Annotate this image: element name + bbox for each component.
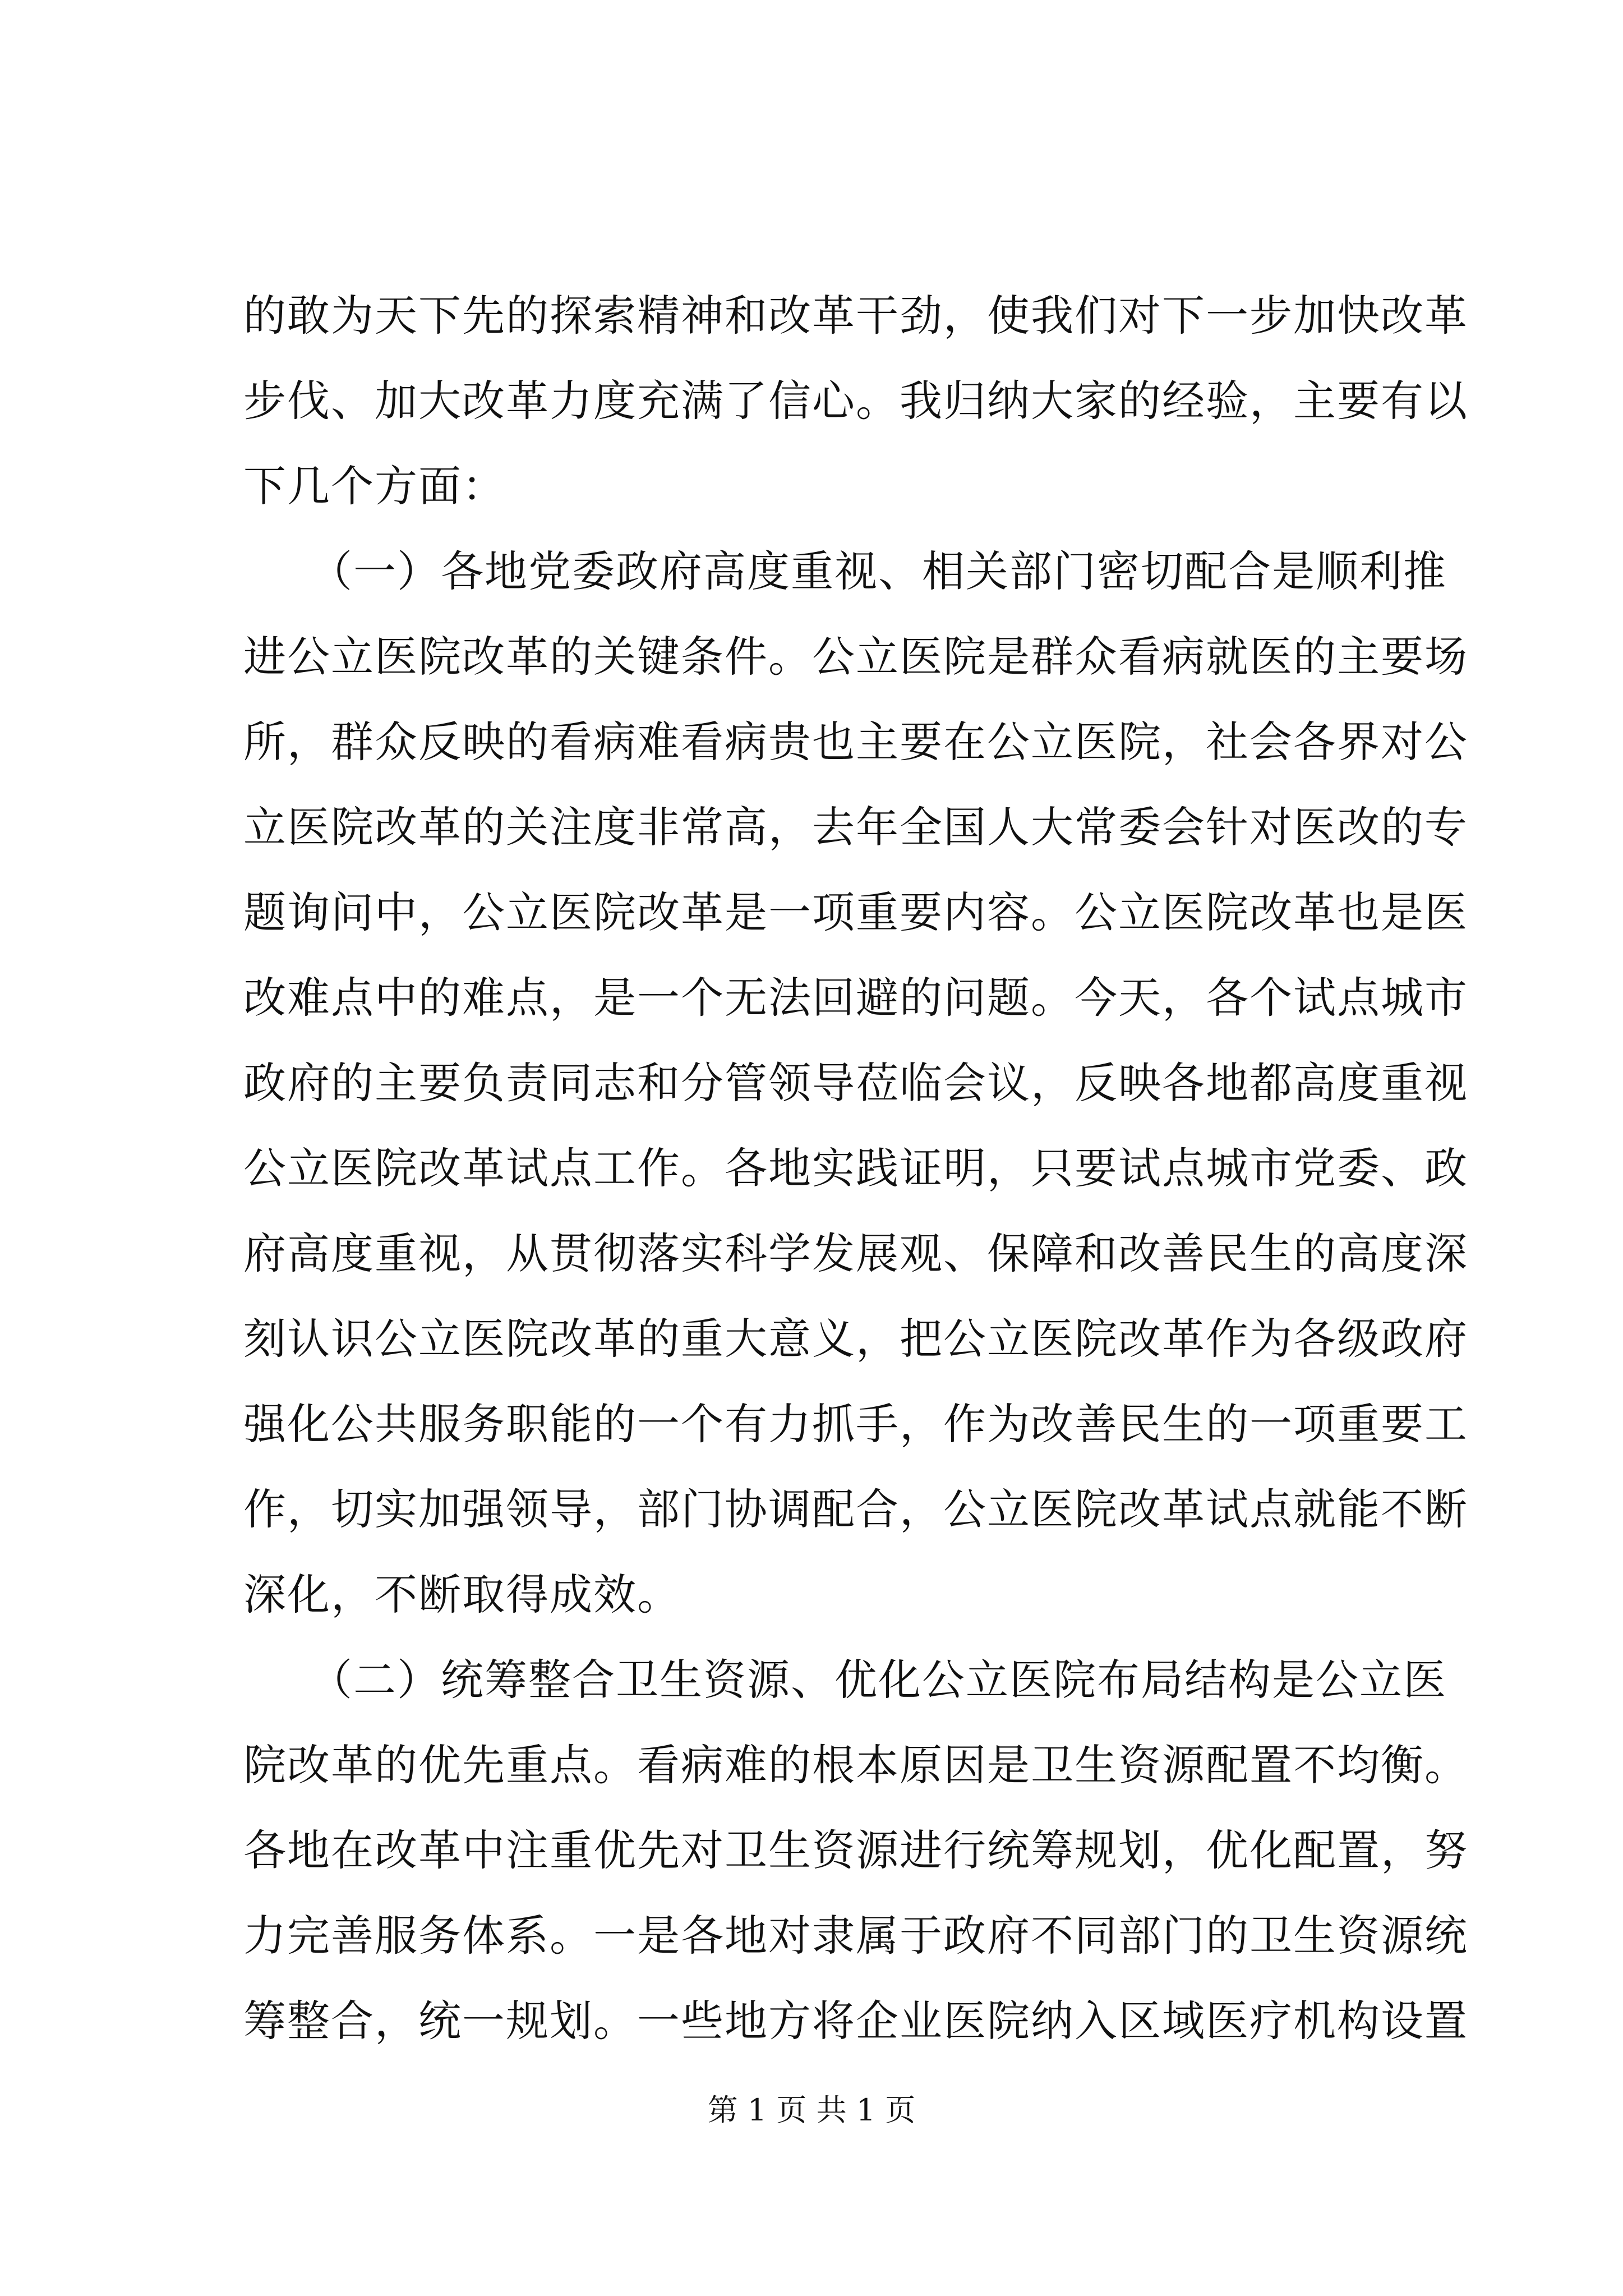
text-line: 下几个方面： — [243, 461, 506, 511]
text-line: 刻认识公立医院改革的重大意义，把公立医院改革作为各级政府 — [243, 1314, 1468, 1364]
text-line: 强化公共服务职能的一个有力抓手，作为改善民生的一项重要工 — [243, 1399, 1468, 1449]
text-line: 步伐、加大改革力度充满了信心。我归纳大家的经验，主要有以 — [243, 376, 1468, 426]
text-line: 作，切实加强领导，部门协调配合，公立医院改革试点就能不断 — [243, 1484, 1468, 1534]
text-line: 政府的主要负责同志和分管领导莅临会议，反映各地都高度重视 — [243, 1058, 1468, 1108]
page-number: 第 1 页 共 1 页 — [707, 2092, 916, 2128]
text-line: （一）各地党委政府高度重视、相关部门密切配合是顺利推 — [243, 546, 1447, 596]
text-line: （二）统筹整合卫生资源、优化公立医院布局结构是公立医 — [243, 1655, 1447, 1705]
text-line: 题询问中，公立医院改革是一项重要内容。公立医院改革也是医 — [243, 887, 1468, 937]
text-line: 进公立医院改革的关键条件。公立医院是群众看病就医的主要场 — [243, 632, 1468, 682]
text-line: 院改革的优先重点。看病难的根本原因是卫生资源配置不均衡。 — [243, 1740, 1468, 1790]
text-line: 力完善服务体系。一是各地对隶属于政府不同部门的卫生资源统 — [243, 1911, 1468, 1961]
text-line: 深化，不断取得成效。 — [243, 1570, 681, 1619]
text-line: 立医院改革的关注度非常高，去年全国人大常委会针对医改的专 — [243, 802, 1468, 852]
text-line: 改难点中的难点，是一个无法回避的问题。今天，各个试点城市 — [243, 973, 1468, 1023]
page-footer — [0, 2088, 1623, 2133]
text-line: 的敢为天下先的探索精神和改革干劲，使我们对下一步加快改革 — [243, 291, 1468, 341]
text-line: 所，群众反映的看病难看病贵也主要在公立医院，社会各界对公 — [243, 717, 1468, 767]
text-line: 筹整合，统一规划。一些地方将企业医院纳入区域医疗机构设置 — [243, 1996, 1468, 2046]
text-line: 各地在改革中注重优先对卫生资源进行统筹规划，优化配置，努 — [243, 1825, 1468, 1875]
text-line: 府高度重视，从贯彻落实科学发展观、保障和改善民生的高度深 — [243, 1228, 1468, 1278]
text-line: 公立医院改革试点工作。各地实践证明，只要试点城市党委、政 — [243, 1143, 1468, 1193]
document-body — [243, 285, 1468, 2046]
